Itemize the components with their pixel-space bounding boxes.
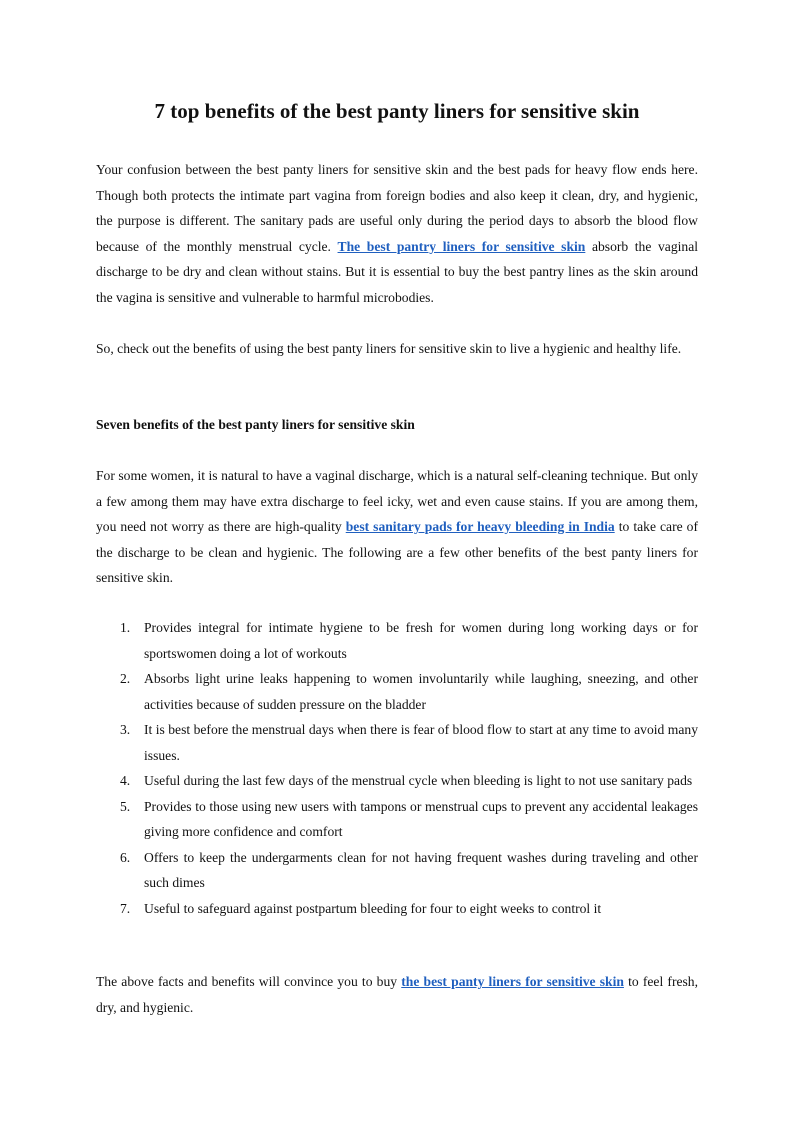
conclusion-text-before-link: The above facts and benefits will convince you to buy	[96, 974, 402, 989]
list-item-text: Useful to safeguard against postpartum bleeding for four to eight weeks to control it	[144, 900, 602, 916]
panty-liners-link[interactable]: the best panty liners for sensitive skin	[401, 974, 624, 989]
list-item	[96, 768, 698, 794]
discharge-text-before-link: For some women, it is natural to have a vaginal discharge, which is a natural self-cleaning technique. But only a few among them may have extra discharge to feel icky, wet and even cause stains. If you are among them, you need not worry as there are high-quality	[96, 468, 698, 534]
benefits-list	[96, 615, 698, 921]
section-heading: Seven benefits of the best panty liners for sensitive skin	[96, 417, 415, 432]
list-item-number: 6.	[120, 849, 131, 865]
list-item-number: 3.	[120, 722, 131, 737]
list-item	[96, 717, 698, 768]
sanitary-pads-link[interactable]: best sanitary pads for heavy bleeding in India	[345, 519, 615, 534]
conclusion-paragraph	[96, 969, 698, 1020]
list-item	[96, 615, 698, 666]
benefits-intro-paragraph: So, check out the benefits of using the best panty liners for sensitive skin to live a hygienic and healthy life.	[96, 341, 682, 356]
discharge-paragraph	[96, 463, 698, 591]
list-item-number: 5.	[120, 798, 131, 814]
list-item-text: Offers to keep the undergarments clean for not having frequent washes during traveling and other such dimes	[144, 849, 698, 890]
list-item-number: 1.	[120, 620, 131, 635]
intro-paragraph	[96, 157, 698, 310]
list-item-number: 7.	[120, 900, 131, 916]
intro-text-before-link: Your confusion between the best panty liners for sensitive skin and the best pads for heavy flow ends here. Though both protects the intimate part vagina from foreign bodies and also keep it clean, dry, and hygienic, the purpose is different. The sanitary pads are useful only during the period days to absorb the blood flow because of the monthly menstrual cycle.	[96, 162, 698, 254]
list-item-text: It is best before the menstrual days when there is fear of blood flow to start at any time to avoid many issues.	[144, 722, 698, 763]
list-item	[96, 896, 698, 922]
discharge-text-after-link: to take care of the discharge to be clean and hygienic. The following are a few other benefits of the best panty liners for sensitive skin.	[96, 519, 698, 585]
list-item-number: 4.	[120, 773, 131, 788]
list-item-text: Absorbs light urine leaks happening to women involuntarily while laughing, sneezing, and other activities because of sudden pressure on the bladder	[144, 671, 698, 712]
list-item-number: 2.	[120, 671, 131, 686]
pantry-liners-link[interactable]: The best pantry liners for sensitive skin	[337, 238, 586, 254]
list-item-text: Provides integral for intimate hygiene to be fresh for women during long working days or for sportswomen doing a lot of workouts	[144, 620, 698, 661]
page-title: 7 top benefits of the best panty liners for sensitive skin	[154, 99, 640, 123]
conclusion-text-after-link: to feel fresh, dry, and hygienic.	[96, 974, 698, 1015]
list-item-text: Useful during the last few days of the menstrual cycle when bleeding is light to not use sanitary pads	[144, 773, 693, 788]
list-item	[96, 845, 698, 896]
list-item	[96, 794, 698, 845]
list-item	[96, 666, 698, 717]
list-item-text: Provides to those using new users with tampons or menstrual cups to prevent any accidental leakages giving more confidence and comfort	[144, 798, 698, 839]
intro-text-after-link: absorb the vaginal discharge to be dry and clean without stains. But it is essential to buy the best pantry lines as the skin around the vagina is sensitive and vulnerable to harmful microbodies.	[96, 238, 698, 305]
